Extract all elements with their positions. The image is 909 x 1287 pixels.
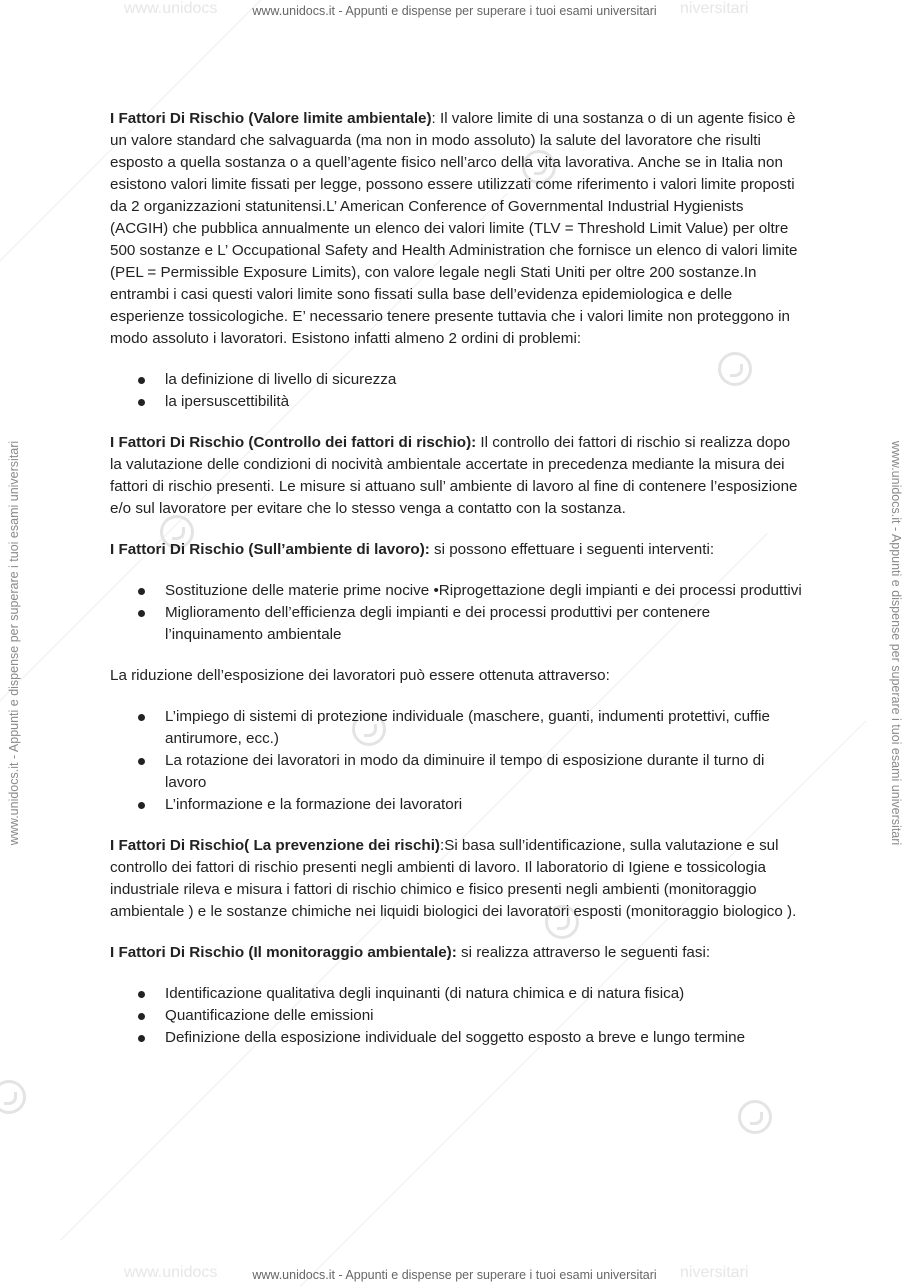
paragraph-text: si realizza attraverso le seguenti fasi: xyxy=(456,944,711,961)
section-heading: I Fattori Di Rischio (Il monitoraggio ambientale): xyxy=(110,944,457,961)
paragraph xyxy=(110,432,805,520)
paragraph xyxy=(110,835,805,923)
bullet-list xyxy=(110,369,805,413)
paragraph-text: Il controllo dei fattori di rischio si realizza dopo la valutazione delle condizioni di nocività ambientale accertate in precedenza mediante la misura dei fattori di rischio presenti. Le misure si attuano sull’ ambiente di lavoro al fine di contenere l’esposizione e/o sul lavoratore per evitare che lo stesso venga a contatto con la sostanza. xyxy=(110,434,798,517)
paragraph xyxy=(110,665,805,687)
watermark-side-right: www.unidocs.it - Appunti e dispense per superare i tuoi esami universitari xyxy=(889,440,903,846)
watermark-banner-top xyxy=(0,0,909,18)
watermark-ghost-left: www.unidocs xyxy=(124,1264,218,1281)
list-item: Sostituzione delle materie prime nocive •Riprogettazione degli impianti e dei processi produttivi xyxy=(165,580,805,602)
list-item: La rotazione dei lavoratori in modo da diminuire il tempo di esposizione durante il turno di lavoro xyxy=(165,750,805,794)
paragraph xyxy=(110,942,805,964)
bullet-list xyxy=(110,580,805,646)
list-item: Miglioramento dell’efficienza degli impianti e dei processi produttivi per contenere l’inquinamento ambientale xyxy=(165,602,805,646)
section-heading: I Fattori Di Rischio (Controllo dei fattori di rischio): xyxy=(110,434,477,451)
document-body xyxy=(110,108,805,1068)
list-item: Quantificazione delle emissioni xyxy=(165,1005,805,1027)
list-item: la definizione di livello di sicurezza xyxy=(165,369,805,391)
bullet-list xyxy=(110,983,805,1049)
list-item: L’informazione e la formazione dei lavoratori xyxy=(165,794,805,816)
watermark-side-left: www.unidocs.it - Appunti e dispense per superare i tuoi esami universitari xyxy=(7,440,21,846)
paragraph-text: La riduzione dell’esposizione dei lavoratori può essere ottenuta attraverso: xyxy=(110,667,610,684)
watermark-logo-icon xyxy=(0,1080,26,1114)
list-item: Definizione della esposizione individuale del soggetto esposto a breve e lungo termine xyxy=(165,1027,805,1049)
bullet-list xyxy=(110,706,805,816)
paragraph xyxy=(110,539,805,561)
watermark-logo-icon xyxy=(738,1100,772,1134)
paragraph-text: :Si basa sull’identificazione, sulla valutazione e sul controllo dei fattori di rischio presenti negli ambienti di lavoro. Il laboratorio di Igiene e tossicologia industriale rileva e misura i fattori di rischio chimico e fisico presenti negli ambienti (monitoraggio ambientale ) e le sostanze chimiche nei liquidi biologici dei lavoratori esposti (monitoraggio biologico ). xyxy=(110,837,797,920)
list-item: la ipersuscettibilità xyxy=(165,391,805,413)
watermark-ghost-left: www.unidocs xyxy=(124,0,218,17)
watermark-banner-text: www.unidocs.it - Appunti e dispense per superare i tuoi esami universitari xyxy=(252,4,657,18)
paragraph xyxy=(110,108,805,350)
list-item: Identificazione qualitativa degli inquinanti (di natura chimica e di natura fisica) xyxy=(165,983,805,1005)
paragraph-text: : Il valore limite di una sostanza o di un agente fisico è un valore standard che salvaguarda (ma non in modo assoluto) la salute del lavoratore che risulti esposto a quella sostanza o a quell’agente fisico nell’arco della vita lavorativa. Anche se in Italia non esistono valori limite fissati per legge, possono essere utilizzati come riferimento i valori limite proposti da 2 organizzazioni statunitensi.L’ American Conference of Governmental Industrial Hygienists (ACGIH) che pubblica annualmente un elenco dei valori limite (TLV = Threshold Limit Value) per oltre 500 sostanze e L’ Occupational Safety and Health Administration che fornisce un elenco di valori limite (PEL = Permissible Exposure Limits), con valore legale negli Stati Uniti per oltre 200 sostanze.In entrambi i casi questi valori limite sono fissati sulla base dell’evidenza epidemiologica e delle esperienze tossicologiche. E’ necessario tenere presente tuttavia che i valori limite non proteggono in modo assoluto i lavoratori. Esistono infatti almeno 2 ordini di problemi: xyxy=(110,110,798,347)
section-heading: I Fattori Di Rischio( La prevenzione dei rischi) xyxy=(110,837,440,854)
watermark-ghost-right: niversitari xyxy=(680,0,749,17)
paragraph-text: si possono effettuare i seguenti interventi: xyxy=(429,541,715,558)
section-heading: I Fattori Di Rischio (Sull’ambiente di lavoro): xyxy=(110,541,430,558)
watermark-ghost-right: niversitari xyxy=(680,1264,749,1281)
watermark-banner-text: www.unidocs.it - Appunti e dispense per superare i tuoi esami universitari xyxy=(252,1268,657,1282)
watermark-banner-bottom xyxy=(0,1264,909,1282)
section-heading: I Fattori Di Rischio (Valore limite ambientale) xyxy=(110,110,432,127)
list-item: L’impiego di sistemi di protezione individuale (maschere, guanti, indumenti protettivi, cuffie antirumore, ecc.) xyxy=(165,706,805,750)
